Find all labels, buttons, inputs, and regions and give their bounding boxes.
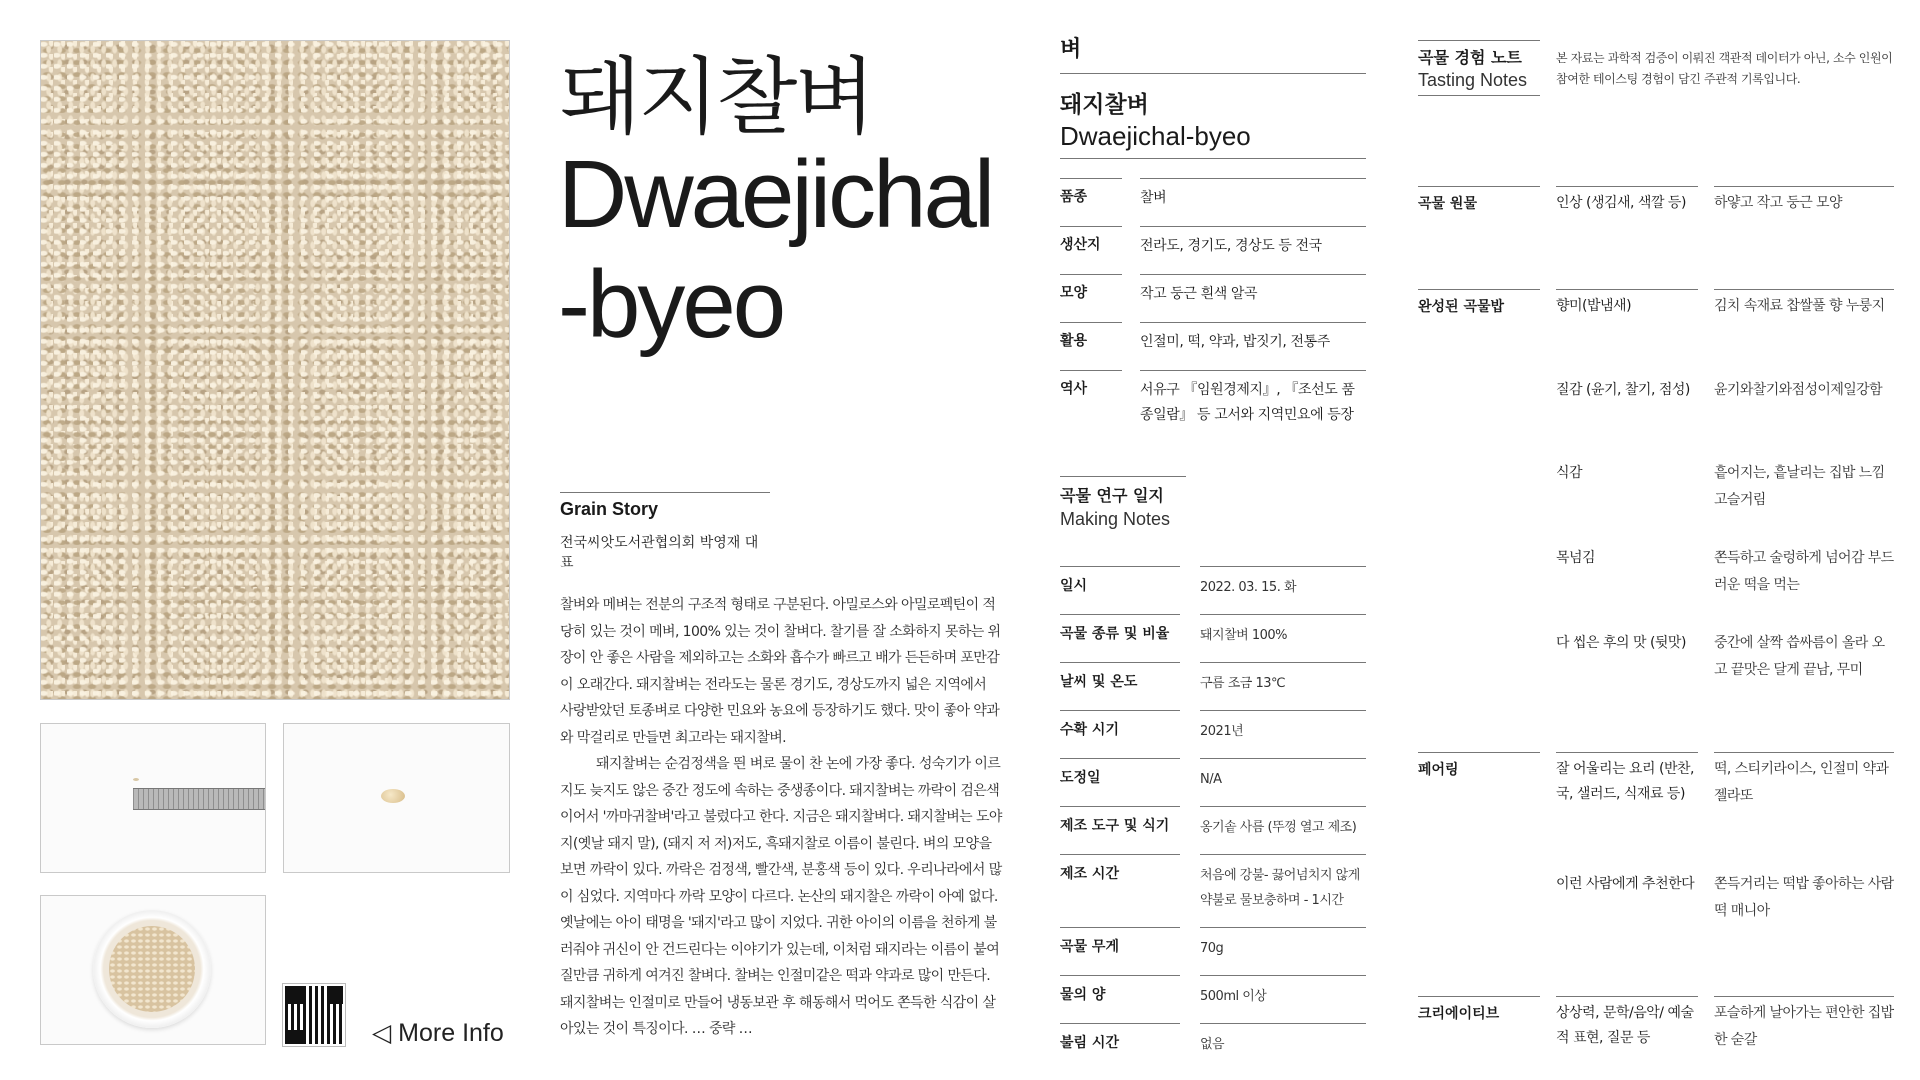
tasting-notes-heading: 곡물 경험 노트 (1418, 48, 1522, 67)
tasting-category: 완성된 곡물밥 (1418, 289, 1540, 316)
grain-story-body (560, 592, 1002, 1043)
spec-value: 찰벼 (1140, 178, 1366, 211)
grain-story-heading: Grain Story (560, 499, 659, 519)
tasting-attribute: 목넘김 (1556, 550, 1596, 566)
rice-grains-photo (40, 40, 510, 700)
note-label: 곡물 무게 (1060, 927, 1180, 956)
qr-code-icon[interactable] (283, 984, 345, 1046)
note-value: 500ml 이상 (1200, 975, 1366, 1009)
tasting-attribute: 잘 어울리는 요리 (반찬, 국, 샐러드, 식재료 등) (1556, 752, 1698, 807)
note-label: 물의 양 (1060, 975, 1180, 1004)
grain-story-header (560, 492, 770, 572)
note-value: 2021년 (1200, 710, 1366, 744)
ruler-icon (133, 788, 266, 810)
tasting-notes-heading-english: Tasting Notes (1418, 70, 1540, 96)
tasting-value: 포슬하게 날아가는 편안한 집밥 한 숟갈 (1714, 996, 1894, 1054)
tasting-notes-header (1418, 40, 1540, 96)
making-notes-heading: 곡물 연구 일지 (1060, 486, 1164, 505)
tasting-value: 떡, 스티키라이스, 인절미 약과 젤라또 (1714, 752, 1894, 810)
note-label: 제조 도구 및 식기 (1060, 806, 1180, 835)
grain-name-korean: 돼지찰벼 (1060, 92, 1149, 118)
tasting-attribute: 인상 (생김새, 색깔 등) (1556, 186, 1698, 216)
note-label: 제조 시간 (1060, 854, 1180, 883)
tasting-category (1418, 374, 1540, 380)
tasting-attribute: 질감 (윤기, 찰기, 점성) (1556, 382, 1690, 398)
note-label: 도정일 (1060, 758, 1180, 787)
story-paragraph: 찰벼와 메벼는 전분의 구조적 형태로 구분된다. 아밀로스와 아밀로펙틴이 적당히 있는 것이 메벼, 100% 있는 것이 찰벼다. 찰기를 잘 소화하지 못하는 위장이 안 좋은 사람을 제외하고는 소화와 흡수가 빠르고 배가 든든하며 포만감이 오래간다. 돼지찰벼는 전라도는 물론 경기도, 경상도까지 넓은 지역에서 사랑받았던 토종벼로 다양한 민요와 농요에 등장하기도 했다. 맛이 좋아 약과와 막걸리로 만들면 최고라는 돼지찰벼. (560, 597, 1001, 746)
note-value: N/A (1200, 758, 1366, 792)
page-title-korean: 돼지찰벼 (560, 48, 873, 146)
tasting-category (1418, 457, 1540, 463)
note-value: 옹기솥 사름 (뚜껑 열고 제조) (1200, 806, 1366, 840)
note-label: 불림 시간 (1060, 1023, 1180, 1052)
spec-label: 활용 (1060, 322, 1122, 350)
note-label: 일시 (1060, 566, 1180, 595)
tasting-category: 페어링 (1418, 752, 1540, 779)
tasting-category: 크리에이티브 (1418, 996, 1540, 1023)
note-value: 없음 (1200, 1023, 1366, 1057)
tasting-value: 김치 속재료 찹쌀풀 향 누룽지 (1714, 289, 1894, 320)
tasting-category (1418, 542, 1540, 548)
more-info-link[interactable]: ◁ More Info (372, 1019, 504, 1047)
tasting-category: 곡물 원물 (1418, 186, 1540, 213)
tasting-value: 중간에 살짝 씁싸름이 올라 오고 끝맛은 달게 끝남, 무미 (1714, 635, 1885, 678)
tasting-attribute: 이런 사람에게 추천한다 (1556, 876, 1695, 892)
page-title-english (558, 140, 992, 360)
grain-icon (133, 778, 139, 781)
spec-label: 역사 (1060, 370, 1122, 398)
making-notes-heading-english: Making Notes (1060, 509, 1171, 529)
grain-category: 벼 (1060, 32, 1366, 74)
title-english-line: Dwaejichal (558, 141, 993, 248)
spec-value: 서유구 『임원경제지』, 『조선도 품종일람』 등 고서와 지역민요에 등장 (1140, 370, 1366, 428)
tasting-category (1418, 627, 1540, 633)
tasting-value: 윤기와찰기와점성이제일강함 (1714, 382, 1883, 398)
grain-story-author: 전국씨앗도서관협의회 박영재 대표 (560, 535, 759, 571)
grain-icon (381, 789, 405, 803)
tasting-attribute: 다 씹은 후의 맛 (뒷맛) (1556, 635, 1686, 651)
spec-value: 전라도, 경기도, 경상도 등 전국 (1140, 226, 1366, 259)
single-grain-photo (283, 723, 510, 873)
tasting-value: 하얗고 작고 둥근 모양 (1714, 186, 1894, 217)
spec-header (1060, 32, 1366, 159)
tasting-value: 쫀득하고 술렁하게 넘어감 부드러운 떡을 먹는 (1714, 550, 1894, 593)
spec-label: 생산지 (1060, 226, 1122, 254)
tasting-value: 흩어지는, 흩날리는 집밥 느낌 고슬거림 (1714, 465, 1885, 508)
grain-ruler-photo (40, 723, 266, 873)
spec-value: 인절미, 떡, 약과, 밥짓기, 전통주 (1140, 322, 1366, 355)
bowl-icon (93, 910, 211, 1028)
making-notes-header (1060, 476, 1186, 530)
tasting-value: 쫀득거리는 떡밥 좋아하는 사람 떡 매니아 (1714, 876, 1894, 919)
spec-label: 품종 (1060, 178, 1122, 206)
tasting-attribute: 상상력, 문학/음악/ 예술적 표현, 질문 등 (1556, 996, 1698, 1051)
grain-bowl-photo (40, 895, 266, 1045)
tasting-attribute: 식감 (1556, 465, 1583, 481)
title-english-line: -byeo (558, 251, 784, 358)
tasting-notes-description: 본 자료는 과학적 검증이 이뤄진 객관적 데이터가 아닌, 소수 인원이 참여한 테이스팅 경험이 담긴 주관적 기록입니다. (1556, 51, 1893, 86)
grain-name-english: Dwaejichal-byeo (1060, 121, 1366, 159)
story-paragraph: 돼지찰벼는 순검정색을 띈 벼로 물이 찬 논에 가장 좋다. 성숙기가 이르지도 늦지도 않은 중간 정도에 속하는 중생종이다. 돼지찰벼는 까락이 검은색이어서 '까마귀찰벼'라고 불렀다고 한다. 지금은 돼지찰벼다. 돼지찰벼는 도야지(옛날 돼지 말), (돼지 저 저)저도, 흑돼지찰로 이름이 불린다. 벼의 모양을 보면 까락이 있다. 까락은 검정색, 빨간색, 분홍색 등이 있다. 우리나라에서 많이 심었다. 지역마다 까락 모양이 다르다. 논산의 돼지찰은 까락이 아예 없다. 옛날에는 아이 태명을 '돼지'라고 많이 지었다. 귀한 아이의 이름을 천하게 불러줘야 귀신이 안 건드린다는 이야기가 있는데, 이처럼 돼지라는 이름이 붙여질만큼 귀하게 여겨진 찰벼다. 찰벼는 인절미같은 떡과 약과로 많이 만든다. 돼지찰벼는 인절미로 만들어 냉동보관 후 해동해서 먹어도 쫀득한 식감이 살아있는 것이 특징이다. … 중략 … (560, 756, 1002, 1037)
note-value: 돼지찰벼 100% (1200, 614, 1366, 648)
spec-value: 작고 둥근 흰색 알곡 (1140, 274, 1366, 307)
note-value: 구름 조금 13℃ (1200, 662, 1366, 696)
note-value: 처음에 강불- 끓어넘치지 않게 약불로 물보충하며 - 1시간 (1200, 854, 1366, 913)
note-label: 날씨 및 온도 (1060, 662, 1180, 691)
tasting-category (1418, 868, 1540, 874)
note-value: 2022. 03. 15. 화 (1200, 566, 1366, 600)
note-label: 곡물 종류 및 비율 (1060, 614, 1180, 643)
note-label: 수확 시기 (1060, 710, 1180, 739)
note-value: 70g (1200, 927, 1366, 961)
tasting-attribute: 향미(밥냄새) (1556, 289, 1698, 319)
spec-label: 모양 (1060, 274, 1122, 302)
